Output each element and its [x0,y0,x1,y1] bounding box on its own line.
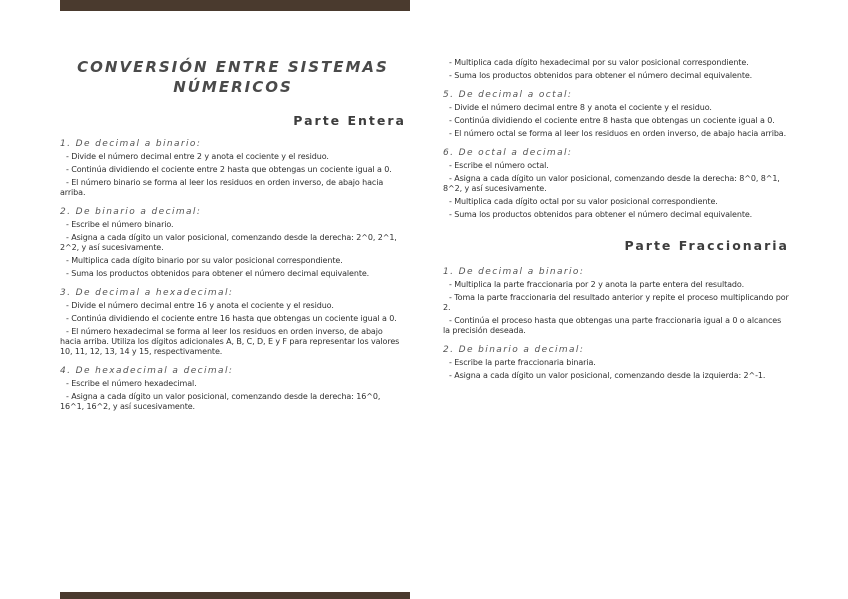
entera-section-6 [443,148,789,220]
step-text: - Continúa dividiendo el cociente entre 8 hasta que obtengas un cociente igual a 0. [449,116,775,125]
step-text: - Escribe la parte fraccionaria binaria. [449,358,596,367]
section-title-parte-fraccionaria: Parte Fraccionaria [624,238,789,253]
step-text: - El número binario se forma al leer los residuos en orden inverso, de abajo hacia arriba. [60,178,384,197]
step-text: - Multiplica cada dígito binario por su valor posicional correspondiente. [66,256,343,265]
step-text: - Asigna a cada dígito un valor posicional, comenzando desde la derecha: 2^0, 2^1, 2^2, y así sucesivamente. [60,233,397,252]
step-text: - Asigna a cada dígito un valor posicional, comenzando desde la derecha: 8^0, 8^1, 8^2, y así sucesivamente. [443,174,780,193]
section-heading: 6. De octal a decimal: [443,148,573,158]
entera-section-5 [443,90,789,139]
step-text: - Suma los productos obtenidos para obtener el número decimal equivalente. [449,210,753,219]
entera-section-4 [60,366,406,412]
bottom-decorative-bar [60,592,410,599]
step-text: - Escribe el número binario. [66,220,174,229]
step-text: - Escribe el número hexadecimal. [66,379,197,388]
step-text: - Toma la parte fraccionaria del resultado anterior y repite el proceso multiplicando por 2. [443,293,789,312]
step-text: - Multiplica la parte fraccionaria por 2 y anota la parte entera del resultado. [449,280,745,289]
step-text: - Continúa el proceso hasta que obtengas una parte fraccionaria igual a 0 o alcances la precisión deseada. [443,316,782,335]
step-text: - Suma los productos obtenidos para obtener el número decimal equivalente. [449,71,753,80]
section-heading: 2. De binario a decimal: [60,207,202,217]
entera-section-4-continued [443,58,789,81]
top-decorative-bar [60,0,410,11]
left-column [60,139,406,421]
section-heading: 1. De decimal a binario: [443,267,585,277]
step-text: - Multiplica cada dígito hexadecimal por su valor posicional correspondiente. [449,58,749,67]
step-text: - Asigna a cada dígito un valor posicional, comenzando desde la izquierda: 2^-1. [449,371,766,380]
entera-section-1 [60,139,406,198]
fraccionaria-section-2 [443,345,789,381]
step-text: - Divide el número decimal entre 2 y anota el cociente y el residuo. [66,152,329,161]
step-text: - Escribe el número octal. [449,161,549,170]
step-text: - Divide el número decimal entre 8 y anota el cociente y el residuo. [449,103,712,112]
section-heading: 4. De hexadecimal a decimal: [60,366,234,376]
section-heading: 2. De binario a decimal: [443,345,585,355]
step-text: - Divide el número decimal entre 16 y anota el cociente y el residuo. [66,301,334,310]
fraccionaria-section-1 [443,267,789,336]
step-text: - Continúa dividiendo el cociente entre 2 hasta que obtengas un cociente igual a 0. [66,165,392,174]
section-heading: 1. De decimal a binario: [60,139,202,149]
right-column [443,58,789,390]
step-text: - Suma los productos obtenidos para obtener el número decimal equivalente. [66,269,370,278]
step-text: - Asigna a cada dígito un valor posicional, comenzando desde la derecha: 16^0, 16^1, 16^2, y así sucesivamente. [60,392,381,411]
section-title-parte-entera-wrap [60,113,406,128]
step-text: - Multiplica cada dígito octal por su valor posicional correspondiente. [449,197,718,206]
page-title: CONVERSIÓN ENTRE SISTEMAS NÚMERICOS [77,58,389,96]
step-text: - Continúa dividiendo el cociente entre 16 hasta que obtengas un cociente igual a 0. [66,314,397,323]
section-title-parte-entera: Parte Entera [293,113,406,128]
step-text: - El número octal se forma al leer los residuos en orden inverso, de abajo hacia arriba. [449,129,787,138]
section-heading: 3. De decimal a hexadecimal: [60,288,234,298]
entera-section-3 [60,288,406,357]
entera-section-2 [60,207,406,279]
step-text: - El número hexadecimal se forma al leer los residuos en orden inverso, de abajo hacia arriba. Utiliza los dígitos adicionales A, B, C, D, E y F para representar los valores 10, 11, 12, 13, 14 y 15, respectivamente. [60,327,400,356]
section-heading: 5. De decimal a octal: [443,90,573,100]
